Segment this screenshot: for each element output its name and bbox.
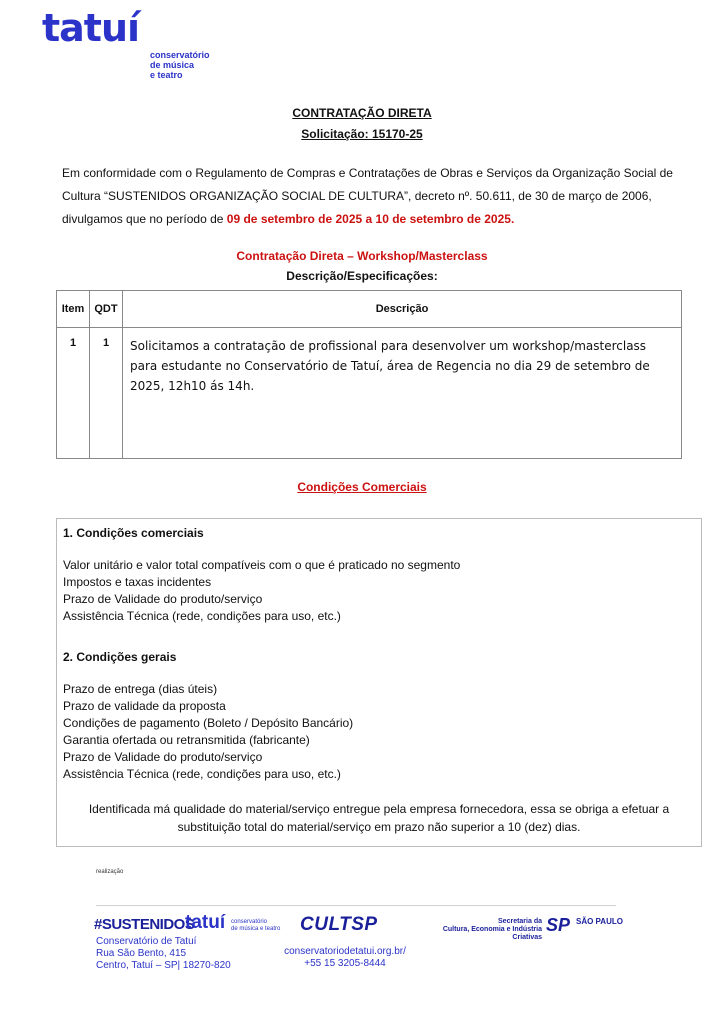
table-row xyxy=(57,328,682,459)
cell-item xyxy=(57,328,90,459)
section-heading: 1. Condições comerciais xyxy=(63,526,204,540)
document-title: CONTRATAÇÃO DIRETA xyxy=(292,106,432,120)
tatui-footer-sub-line: de música e teatro xyxy=(231,926,281,932)
header-item: Item xyxy=(57,291,90,328)
list-item: Prazo de validade da proposta xyxy=(63,699,226,713)
conditions-box xyxy=(56,518,702,847)
address-line: Centro, Tatuí – SP| 18270-820 xyxy=(96,960,231,971)
list-item: Assistência Técnica (rede, condições para uso, etc.) xyxy=(63,609,341,623)
conditions-section-general xyxy=(63,649,693,783)
sao-paulo-logo: SÃO PAULO xyxy=(576,917,623,926)
logo-sub-line: e teatro xyxy=(150,70,183,80)
list-item: Prazo de entrega (dias úteis) xyxy=(63,682,218,696)
item-description: Solicitamos a contratação de profissional para desenvolver um workshop/masterclass para estudante no Conservatório de Tatuí, área de Regencia no dia 29 de setembro de 2025, 12h10 ás 14h. xyxy=(130,339,650,393)
item-quantity: 1 xyxy=(102,337,110,349)
header-descricao: Descrição xyxy=(123,291,682,328)
logo-sub-line: conservatório xyxy=(150,50,210,60)
list-item: Assistência Técnica (rede, condições para uso, etc.) xyxy=(63,767,341,781)
intro-paragraph xyxy=(62,162,682,231)
secretaria-line: Secretaria da xyxy=(498,918,542,925)
address-line: Rua São Bento, 415 xyxy=(96,948,187,959)
tatui-footer-sub xyxy=(231,919,280,933)
footer-address xyxy=(96,936,231,972)
list-item: Impostos e taxas incidentes xyxy=(63,575,212,589)
tatui-footer-sub-line: conservatório xyxy=(231,919,268,925)
list-item: Prazo de Validade do produto/serviço xyxy=(63,592,263,606)
cell-qdt xyxy=(90,328,123,459)
cultsp-logo: CULTSP xyxy=(300,914,378,935)
tatui-footer-logo: tatuí xyxy=(185,912,226,933)
secretaria-logo xyxy=(432,918,542,942)
header-qdt: QDT xyxy=(90,291,123,328)
logo-sub-line: de música xyxy=(150,60,195,70)
sustenidos-logo: #SUSTENIDOS xyxy=(94,916,195,933)
intro-period: 09 de setembro de 2025 a 10 de setembro de 2025. xyxy=(226,212,515,226)
conditions-title: Condições Comerciais xyxy=(297,480,427,494)
cell-descricao xyxy=(123,328,682,459)
conditions-section-commercial xyxy=(63,525,693,625)
footer-contact xyxy=(280,946,410,970)
list-item: Garantia ofertada ou retransmitida (fabricante) xyxy=(63,733,310,747)
document-subtitle: Solicitação: 15170-25 xyxy=(301,127,423,141)
list-item: Valor unitário e valor total compatíveis com o que é praticado no segmento xyxy=(63,558,461,572)
spec-title: Descrição/Especificações: xyxy=(286,269,438,283)
sp-logo-mark: SP xyxy=(546,915,571,935)
footer-divider xyxy=(96,905,616,906)
list-item: Condições de pagamento (Boleto / Depósito Bancário) xyxy=(63,716,354,730)
footer-realizacao: realização xyxy=(96,869,124,875)
quality-note: Identificada má qualidade do material/serviço entregue pela empresa fornecedora, essa se obriga a efetuar a substituição total do material/serviço em prazo não superior a 10 (dez) dias. xyxy=(88,802,670,834)
logo-subtitle xyxy=(150,50,230,80)
list-item: Prazo de Validade do produto/serviço xyxy=(63,750,263,764)
section-heading: 2. Condições gerais xyxy=(63,650,177,664)
table-header-row xyxy=(57,291,682,328)
section-title: Contratação Direta – Workshop/Masterclass xyxy=(236,249,488,263)
item-number: 1 xyxy=(69,337,77,349)
items-table xyxy=(56,290,682,459)
footer-website[interactable]: conservatoriodetatui.org.br/ xyxy=(284,946,406,957)
address-line: Conservatório de Tatuí xyxy=(96,936,197,947)
secretaria-line: Cultura, Economia e Indústria Criativas xyxy=(442,926,542,941)
intro-text: Em conformidade com o Regulamento de Compras e Contratações de Obras e Serviços da Organização Social de Cultura “SUSTENIDOS ORGANIZAÇÃO SOCIAL DE CULTURA”, decreto nº. 50.611, de 30 de março de 2006, divulgamos que no período de xyxy=(62,166,673,226)
tatui-logo: tatuí xyxy=(42,6,140,50)
footer-phone: +55 15 3205-8444 xyxy=(304,958,386,969)
